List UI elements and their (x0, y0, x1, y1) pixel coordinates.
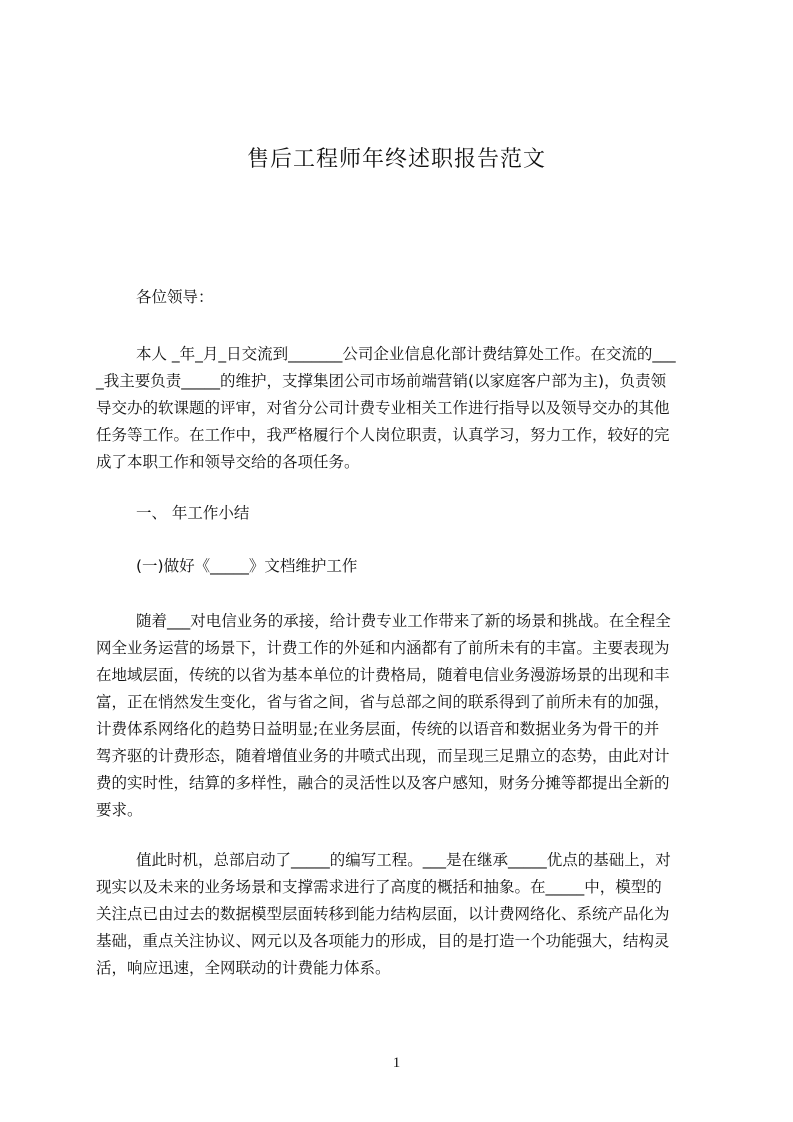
body-paragraph-3 (96, 847, 700, 982)
subsection-heading-text: (一)做好《_____》文档维护工作 (136, 557, 358, 575)
salutation (96, 284, 700, 311)
paragraph-line: 计费体系网络化的趋势日益明显;在业务层面，传统的以语音和数据业务为骨干的并 (96, 720, 660, 738)
paragraph-line: 要求。 (96, 801, 143, 819)
paragraph-line: 现实以及未来的业务场景和支撑需求进行了高度的概括和抽象。在_____中，模型的 (96, 878, 662, 896)
paragraph-line: 在地域层面，传统的以省为基本单位的计费格局，随着电信业务漫游场景的出现和丰 (96, 666, 670, 684)
paragraph-line: 活，响应迅速，全网联动的计费能力体系。 (96, 959, 391, 977)
paragraph-line: 富，正在悄然发生变化，省与省之间，省与总部之间的联系得到了前所未有的加强， (96, 693, 670, 711)
page-number: 1 (392, 1055, 401, 1071)
paragraph-line: 网全业务运营的场景下，计费工作的外延和内涵都有了前所未有的丰富。主要表现为 (96, 639, 670, 657)
intro-paragraph (96, 341, 700, 476)
paragraph-line: 任务等工作。在工作中，我严格履行个人岗位职责，认真学习，努力工作，较好的完 (96, 426, 670, 444)
paragraph-line: 驾齐驱的计费形态，随着增值业务的井喷式出现，而呈现三足鼎立的态势，由此对计 (96, 747, 670, 765)
document-title: 售后工程师年终述职报告范文 (246, 147, 546, 172)
paragraph-line: 随着___对电信业务的承接，给计费专业工作带来了新的场景和挑战。在全程全 (136, 612, 671, 630)
paragraph-line: 费的实时性，结算的多样性，融合的灵活性以及客户感知，财务分摊等都提出全新的 (96, 774, 670, 792)
subsection-heading (96, 553, 700, 580)
paragraph-line: _我主要负责_____的维护，支撑集团公司市场前端营销(以家庭客户部为主)，负责领 (96, 372, 667, 390)
paragraph-line: 基础，重点关注协议、网元以及各项能力的形成，目的是打造一个功能强大，结构灵 (96, 932, 670, 950)
section-heading-text: 一、 年工作小结 (136, 504, 250, 522)
paragraph-line: 导交办的软课题的评审，对省分公司计费专业相关工作进行指导以及领导交办的其他 (96, 399, 670, 417)
paragraph-line: 成了本职工作和领导交给的各项任务。 (96, 453, 360, 471)
paragraph-line: 值此时机，总部启动了_____的编写工程。___是在继承_____优点的基础上，对 (136, 851, 671, 869)
body-paragraph-2 (96, 608, 700, 824)
salutation-text: 各位领导： (136, 288, 214, 306)
section-heading (96, 500, 700, 527)
paragraph-line: 关注点已由过去的数据模型层面转移到能力结构层面，以计费网络化、系统产品化为 (96, 905, 670, 923)
paragraph-line: 本人 _年_月_日交流到_______公司企业信息化部计费结算处工作。在交流的___ (136, 345, 676, 363)
